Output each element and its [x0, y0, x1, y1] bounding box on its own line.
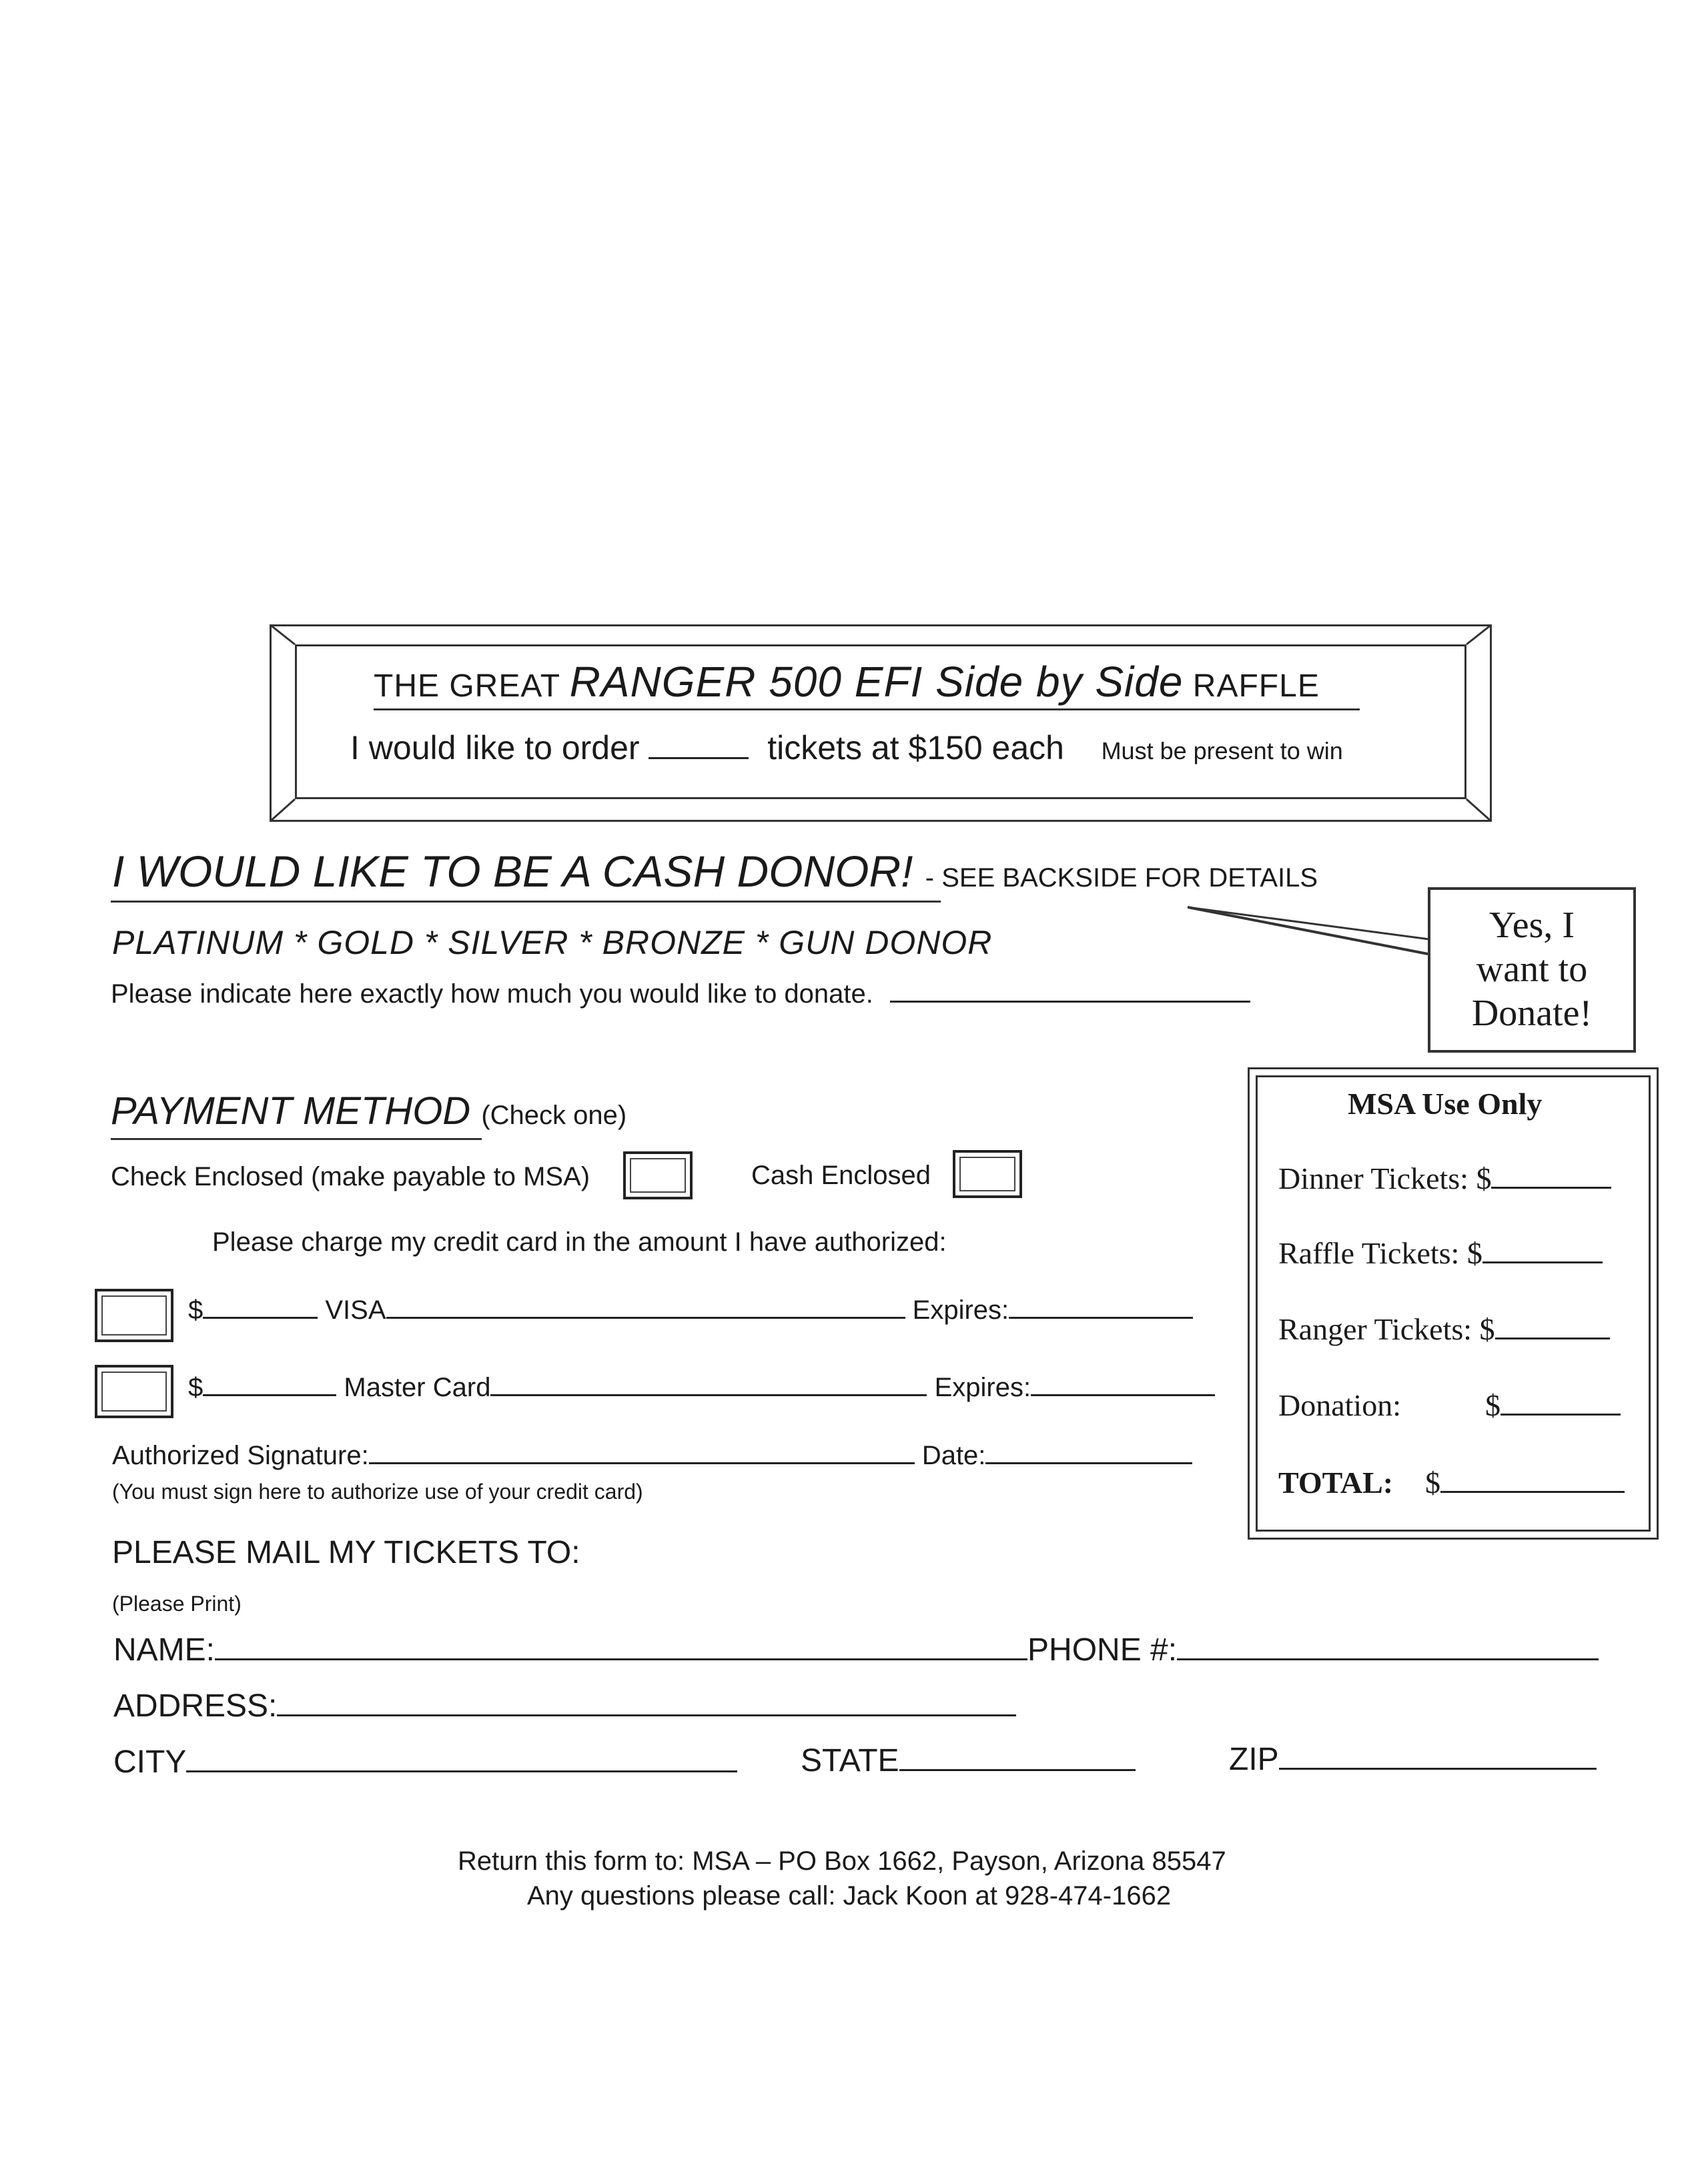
callout-pointer [1188, 901, 1434, 974]
name-phone-row [113, 1632, 1599, 1668]
address-field[interactable] [277, 1714, 1016, 1716]
payment-heading-text: PAYMENT METHOD [111, 1089, 471, 1133]
city-label: CITY [113, 1744, 187, 1780]
donor-heading [112, 846, 1318, 897]
date-field[interactable] [985, 1462, 1192, 1464]
donor-amount-line [111, 979, 1250, 1009]
city-row [113, 1744, 737, 1780]
visa-expires-field[interactable] [1009, 1317, 1193, 1319]
msa-donation-amount [1485, 1388, 1621, 1423]
msa-ranger-field[interactable] [1495, 1337, 1610, 1339]
msa-donation-dollar: $ [1485, 1388, 1501, 1422]
questions-line: Any questions please call: Jack Koon at 928-474-1662 [527, 1881, 1172, 1911]
msa-title: MSA Use Only [1348, 1087, 1543, 1121]
raffle-order-line [350, 728, 1343, 767]
phone-label: PHONE #: [1027, 1632, 1178, 1668]
mastercard-label: Master Card [344, 1373, 491, 1402]
msa-total-amount [1425, 1465, 1625, 1500]
visa-dollar: $ [188, 1295, 203, 1325]
mail-heading: PLEASE MAIL MY TICKETS TO: [112, 1535, 580, 1570]
present-note: Must be present to win [1101, 737, 1343, 764]
msa-donation-label: Donation: [1278, 1388, 1401, 1422]
mastercard-expires-label: Expires: [934, 1373, 1031, 1402]
msa-donation-field[interactable] [1501, 1414, 1621, 1416]
address-label: ADDRESS: [113, 1688, 278, 1724]
city-field[interactable] [186, 1770, 737, 1772]
donor-heading-text: I WOULD LIKE TO BE A CASH DONOR! [112, 847, 913, 896]
msa-box-inner [1256, 1075, 1651, 1532]
phone-field[interactable] [1177, 1658, 1599, 1660]
signature-row [112, 1441, 1192, 1471]
callout-line-2: want to [1476, 949, 1588, 990]
state-field[interactable] [899, 1769, 1136, 1771]
visa-checkbox[interactable] [95, 1289, 173, 1342]
msa-total-dollar: $ [1425, 1466, 1440, 1500]
donor-levels: PLATINUM * GOLD * SILVER * BRONZE * GUN DONOR [112, 924, 993, 961]
name-field[interactable] [215, 1658, 1027, 1660]
mastercard-row [188, 1373, 1215, 1403]
state-row [801, 1742, 1136, 1779]
mastercard-amount-field[interactable] [203, 1394, 336, 1396]
donor-heading-underline [111, 901, 941, 903]
check-enclosed-checkbox[interactable] [623, 1151, 693, 1199]
payment-heading-underline [111, 1138, 482, 1140]
raffle-title-suffix: RAFFLE [1192, 668, 1320, 704]
payment-heading [111, 1089, 626, 1133]
msa-raffle-label: Raffle Tickets: $ [1278, 1236, 1482, 1270]
mastercard-dollar: $ [188, 1373, 203, 1402]
sign-note: (You must sign here to authorize use of your credit card) [112, 1480, 643, 1504]
donation-amount-field[interactable] [890, 1001, 1250, 1003]
zip-row [1229, 1741, 1597, 1778]
msa-dinner-row [1278, 1161, 1611, 1196]
msa-total-field[interactable] [1440, 1491, 1625, 1493]
callout-line-1: Yes, I [1488, 905, 1575, 946]
visa-amount-field[interactable] [203, 1317, 318, 1319]
address-row [113, 1688, 1016, 1724]
msa-ranger-label: Ranger Tickets: $ [1278, 1312, 1495, 1346]
msa-donation-row [1278, 1388, 1401, 1423]
see-backside-note: - SEE BACKSIDE FOR DETAILS [925, 863, 1318, 893]
cash-enclosed-checkbox[interactable] [953, 1150, 1022, 1198]
msa-dinner-field[interactable] [1491, 1187, 1611, 1189]
visa-label: VISA [325, 1295, 386, 1325]
cash-enclosed-label: Cash Enclosed [751, 1161, 931, 1190]
msa-raffle-field[interactable] [1482, 1261, 1603, 1263]
raffle-box-bevel [270, 624, 1492, 822]
visa-row [188, 1295, 1193, 1325]
signature-field[interactable] [369, 1462, 915, 1464]
raffle-title [374, 657, 1320, 706]
mastercard-checkbox[interactable] [95, 1365, 173, 1418]
msa-total-label: TOTAL: [1278, 1466, 1394, 1500]
raffle-order-prefix: I would like to order [350, 729, 640, 766]
signature-label: Authorized Signature: [112, 1441, 369, 1470]
credit-charge-prompt: Please charge my credit card in the amount I have authorized: [212, 1227, 947, 1257]
visa-number-field[interactable] [386, 1317, 905, 1319]
mastercard-number-field[interactable] [490, 1394, 927, 1396]
msa-ranger-row [1278, 1311, 1610, 1347]
callout-line-3: Donate! [1471, 993, 1593, 1034]
print-note: (Please Print) [112, 1592, 242, 1616]
msa-total-row [1278, 1465, 1393, 1500]
ticket-quantity-field[interactable] [649, 757, 749, 759]
msa-dinner-label: Dinner Tickets: $ [1278, 1161, 1492, 1195]
raffle-title-prefix: THE GREAT [374, 668, 560, 704]
zip-label: ZIP [1229, 1742, 1279, 1777]
name-label: NAME: [113, 1632, 216, 1668]
check-enclosed-label: Check Enclosed (make payable to MSA) [111, 1162, 590, 1191]
mastercard-expires-field[interactable] [1031, 1394, 1215, 1396]
donor-amount-prompt: Please indicate here exactly how much you would like to donate. [111, 979, 873, 1009]
raffle-title-main: RANGER 500 EFI Side by Side [569, 658, 1184, 706]
check-one-note: (Check one) [481, 1101, 627, 1130]
visa-expires-label: Expires: [912, 1295, 1009, 1325]
raffle-title-underline [374, 708, 1360, 710]
donate-callout [1428, 887, 1636, 1053]
zip-field[interactable] [1279, 1768, 1597, 1770]
date-label: Date: [921, 1441, 986, 1470]
msa-raffle-row [1278, 1235, 1603, 1271]
raffle-order-suffix: tickets at $150 each [767, 729, 1064, 766]
state-label: STATE [801, 1743, 899, 1778]
return-address-line: Return this form to: MSA – PO Box 1662, Payson, Arizona 85547 [458, 1846, 1226, 1876]
